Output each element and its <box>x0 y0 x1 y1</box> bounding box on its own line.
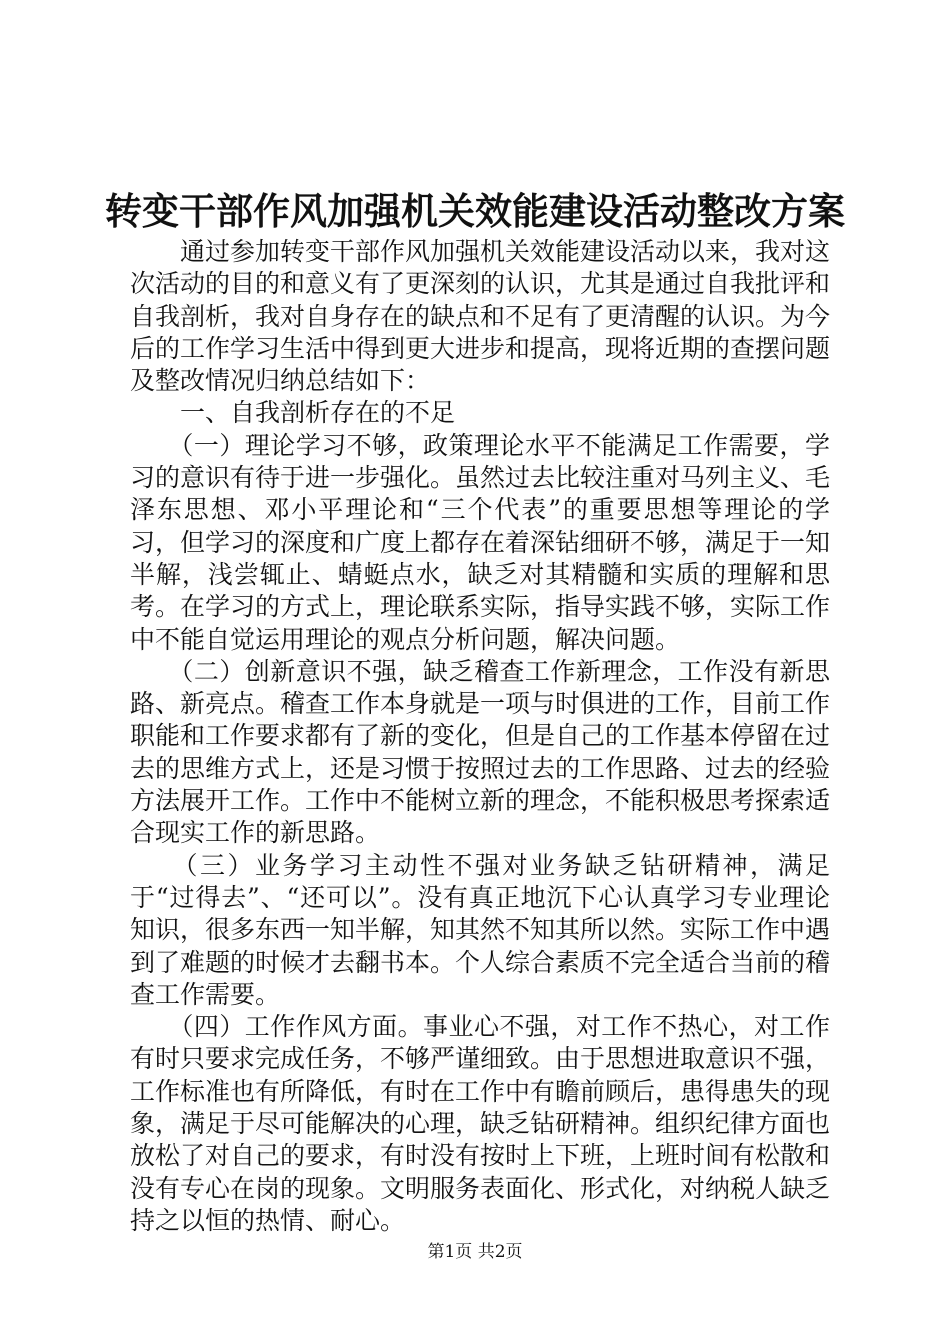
document-title: 转变干部作风加强机关效能建设活动整改方案 <box>105 189 845 233</box>
section-heading: 一、自我剖析存在的不足 <box>130 398 456 428</box>
paragraph-intro: 通过参加转变干部作风加强机关效能建设活动以来，我对这次活动的目的和意义有了更深刻的认识，尤其是通过自我批评和自我剖析，我对自身存在的缺点和不足有了更清醒的认识。为今后的工作学习生活中得到更大进步和提高，现将近期的查摆问题及整改情况归纳总结如下： <box>130 237 831 396</box>
paragraph-item-1: （一）理论学习不够，政策理论水平不能满足工作需要，学习的意识有待于进一步强化。虽然过去比较注重对马列主义、毛泽东思想、邓小平理论和“三个代表”的重要思想等理论的学习，但学习的深度和广度上都存在着深钻细研不够，满足于一知半解，浅尝辄止、蜻蜓点水，缺乏对其精髓和实质的理解和思考。在学习的方式上，理论联系实际，指导实践不够，实际工作中不能自觉运用理论的观点分析问题，解决问题。 <box>130 430 831 654</box>
document-body <box>130 236 830 1237</box>
paragraph-item-4: （四）工作作风方面。事业心不强，对工作不热心，对工作有时只要求完成任务，不够严谨细致。由于思想进取意识不强，工作标准也有所降低，有时在工作中有瞻前顾后，患得患失的现象，满足于尽可能解决的心理，缺乏钻研精神。组织纪律方面也放松了对自己的要求，有时没有按时上下班，上班时间有松散和没有专心在岗的现象。文明服务表面化、形式化，对纳税人缺乏持之以恒的热情、耐心。 <box>130 1012 831 1235</box>
paragraph-item-3: （三）业务学习主动性不强对业务缺乏钻研精神，满足于“过得去”、“还可以”。没有真正地沉下心认真学习专业理论知识，很多东西一知半解，知其然不知其所以然。实际工作中遇到了难题的时候才去翻书本。个人综合素质不完全适合当前的稽查工作需要。 <box>130 850 831 1009</box>
paragraph-item-2: （二）创新意识不强，缺乏稽查工作新理念，工作没有新思路、新亮点。稽查工作本身就是一项与时俱进的工作，目前工作职能和工作要求都有了新的变化，但是自己的工作基本停留在过去的思维方式上，还是习惯于按照过去的工作思路、过去的经验方法展开工作。工作中不能树立新的理念，不能积极思考探索适合现实工作的新思路。 <box>130 656 831 848</box>
page-number-footer: 第1页 共2页 <box>427 1242 523 1262</box>
